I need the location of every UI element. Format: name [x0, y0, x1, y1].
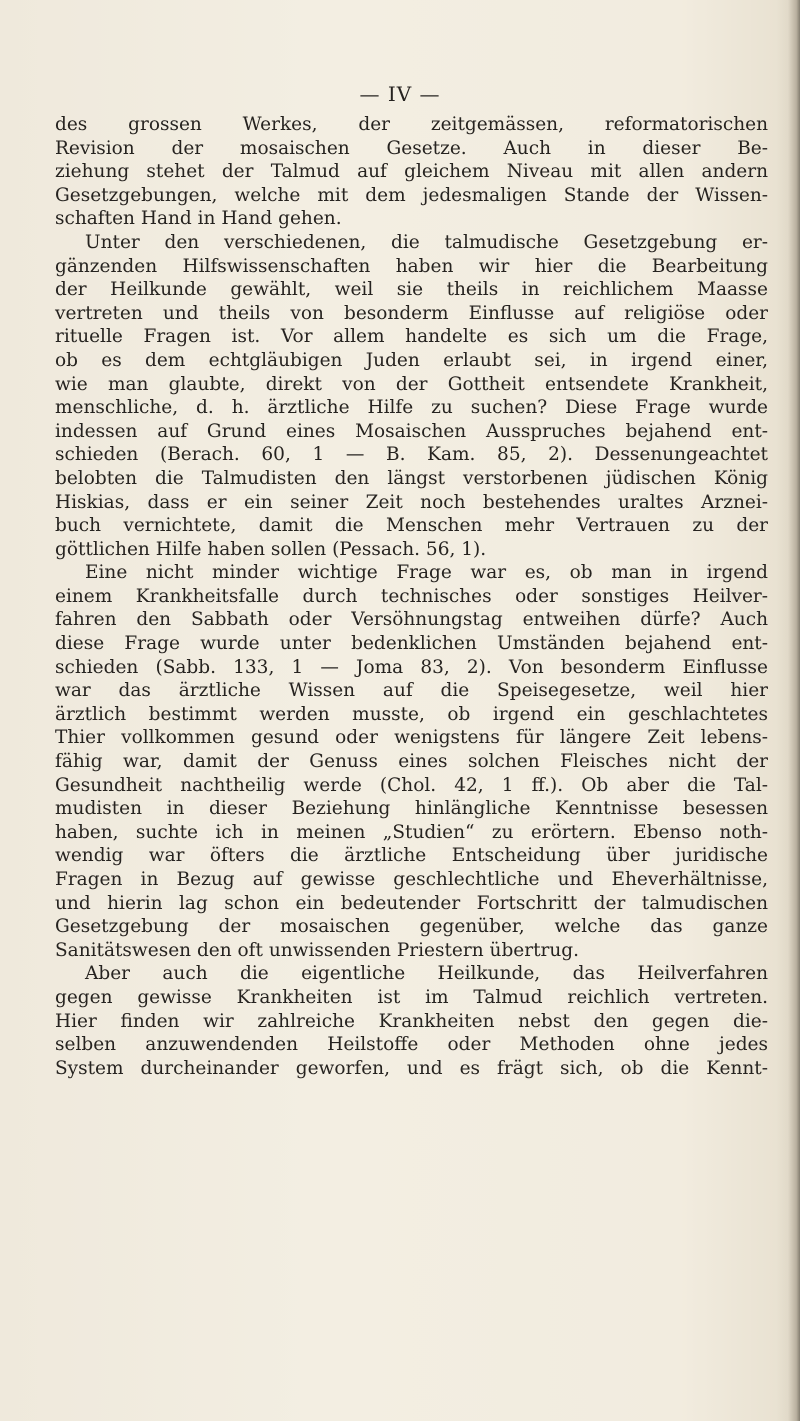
text-line: schieden (Sabb. 133, 1 — Joma 83, 2). Von besonderm Einflusse	[55, 656, 768, 678]
text-line: Fragen in Bezug auf gewisse geschlechtliche und Eheverhältnisse,	[55, 869, 768, 890]
text-line: fahren den Sabbath oder Versöhnungstag entweihen dürfe? Auch	[55, 609, 768, 631]
text-line: belobten die Talmudisten den längst verstorbenen jüdischen König	[55, 467, 768, 489]
text-line: war das ärztliche Wissen auf die Speisegesetze, weil hier	[55, 680, 768, 702]
text-line: wie man glaubte, direkt von der Gottheit entsendete Krankheit,	[55, 373, 768, 395]
text-line: gänzenden Hilfswissenschaften haben wir hier die Bearbeitung	[55, 255, 768, 277]
text-line: des grossen Werkes, der zeitgemässen, reformatorischen	[55, 114, 768, 135]
text-line: ärztlich bestimmt werden musste, ob irgend ein geschlachtetes	[55, 703, 768, 725]
page-edge-shadow	[788, 0, 800, 1421]
text-line: ziehung stehet der Talmud auf gleichem Niveau mit allen andern	[55, 161, 768, 183]
text-line: einem Krankheitsfalle durch technisches oder sonstiges Heilver-	[55, 585, 768, 607]
text-line: System durcheinander geworfen, und es frägt sich, ob die Kennt-	[55, 1057, 768, 1079]
text-line: mudisten in dieser Beziehung hinlängliche Kenntnisse besessen	[55, 798, 768, 820]
text-line: Hiskias, dass er ein seiner Zeit noch bestehendes uraltes Arznei-	[55, 491, 768, 513]
text-line: ob es dem echtgläubigen Juden erlaubt sei, in irgend einer,	[55, 349, 768, 371]
text-line: diese Frage wurde unter bedenklichen Umständen bejahend ent-	[55, 633, 768, 655]
text-line: Eine nicht minder wichtige Frage war es, ob man in irgend	[85, 562, 768, 584]
text-line: buch vernichtete, damit die Menschen mehr Vertrauen zu der	[55, 515, 768, 537]
text-line: wendig war öfters die ärztliche Entscheidung über juridische	[55, 845, 768, 867]
text-line: Revision der mosaischen Gesetze. Auch in dieser Be-	[55, 137, 768, 159]
page-number-header: — IV —	[359, 82, 441, 106]
text-line: und hierin lag schon ein bedeutender Fortschritt der talmudischen	[55, 892, 768, 914]
text-line: indessen auf Grund eines Mosaischen Ausspruches bejahend ent-	[55, 420, 768, 442]
text-line: Aber auch die eigentliche Heilkunde, das Heilverfahren	[85, 963, 768, 985]
text-line: Gesetzgebungen, welche mit dem jedesmaligen Stande der Wissen-	[55, 184, 768, 206]
text-line: schieden (Berach. 60, 1 — B. Kam. 85, 2). Dessenungeachtet	[55, 444, 768, 466]
text-line: rituelle Fragen ist. Vor allem handelte es sich um die Frage,	[55, 326, 768, 348]
text-line: Gesundheit nachtheilig werde (Chol. 42, 1 ff.). Ob aber die Tal-	[55, 774, 768, 796]
text-line: Sanitätswesen den oft unwissenden Priestern übertrug.	[55, 939, 579, 961]
text-line: Gesetzgebung der mosaischen gegenüber, welche das ganze	[55, 916, 768, 938]
text-line: der Heilkunde gewählt, weil sie theils in reichlichem Maasse	[55, 279, 768, 301]
text-line: fähig war, damit der Genuss eines solchen Fleisches nicht der	[55, 751, 768, 773]
text-line: gegen gewisse Krankheiten ist im Talmud reichlich vertreten.	[55, 986, 768, 1008]
text-line: vertreten und theils von besonderm Einflusse auf religiöse oder	[55, 302, 768, 324]
text-line: schaften Hand in Hand gehen.	[55, 208, 342, 230]
text-line: menschliche, d. h. ärztliche Hilfe zu suchen? Diese Frage wurde	[55, 397, 768, 419]
text-line: Hier finden wir zahlreiche Krankheiten nebst den gegen die-	[55, 1010, 768, 1032]
text-line: Unter den verschiedenen, die talmudische Gesetzgebung er-	[85, 231, 768, 253]
text-line: Thier vollkommen gesund oder wenigstens für längere Zeit lebens-	[55, 727, 768, 749]
text-line: göttlichen Hilfe haben sollen (Pessach. 56, 1).	[55, 538, 487, 560]
text-line: haben, suchte ich in meinen „Studien“ zu erörtern. Ebenso noth-	[55, 821, 768, 843]
text-line: selben anzuwendenden Heilstoffe oder Methoden ohne jedes	[55, 1034, 768, 1056]
body-text	[55, 113, 768, 1080]
